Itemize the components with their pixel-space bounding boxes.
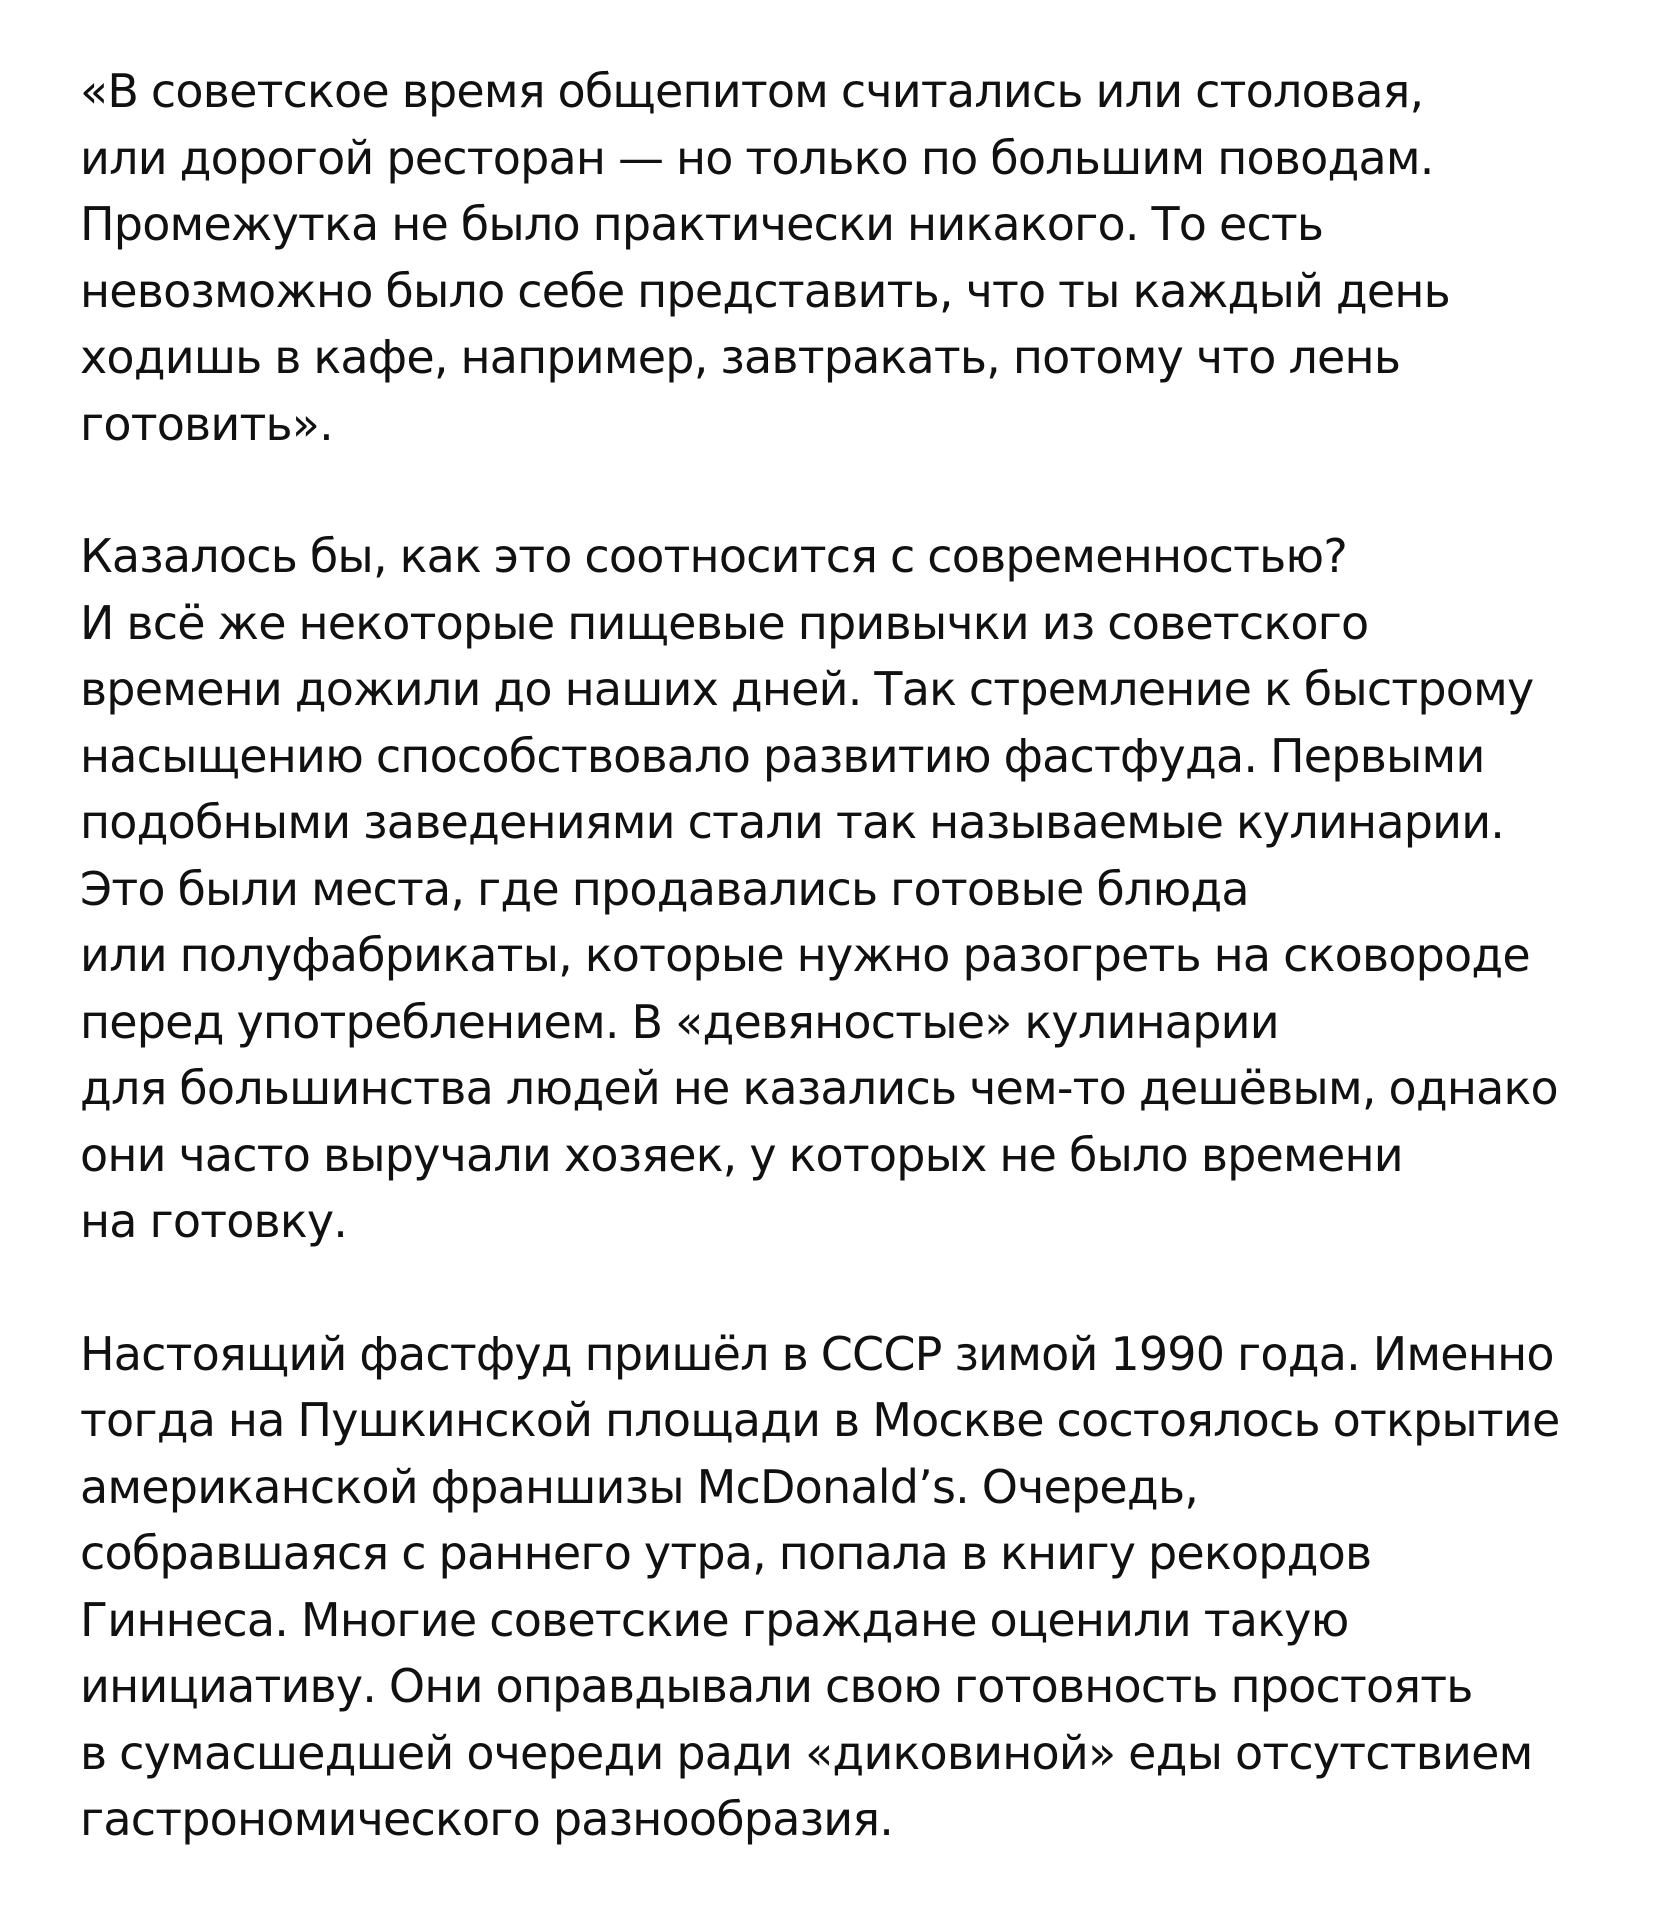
article-text <box>80 58 1680 1919</box>
text-line: в сумасшедшей очереди ради «диковиной» еды отсутствием <box>80 1725 1533 1780</box>
text-line: гастрономического разнообразия. <box>80 1792 894 1846</box>
text-line: ходишь в кафе, например, завтракать, потому что лень <box>80 330 1401 384</box>
text-line: Это были места, где продавались готовые блюда <box>80 861 1249 916</box>
paragraph-culinary-shops <box>80 523 1680 1255</box>
paragraph-quote <box>80 58 1680 457</box>
paragraph-mcdonalds <box>80 1321 1680 1853</box>
text-line: Казалось бы, как это соотносится с современностью? <box>80 529 1347 583</box>
text-line: Промежутка не было практически никакого. То есть <box>80 197 1324 251</box>
text-line: для большинства людей не казались чем-то дешёвым, однако <box>80 1061 1558 1115</box>
text-line: готовить». <box>80 396 333 451</box>
text-line: Гиннеса. Многие советские граждане оценили такую <box>80 1592 1349 1647</box>
text-line: перед употреблением. В «девяностые» кулинарии <box>80 994 1279 1049</box>
text-line: или полуфабрикаты, которые нужно разогреть на сковороде <box>80 928 1530 982</box>
text-line: инициативу. Они оправдывали свою готовность простоять <box>80 1659 1473 1713</box>
text-line: невозможно было себе представить, что ты каждый день <box>80 263 1450 318</box>
text-line: на готовку. <box>80 1194 348 1248</box>
text-line: «В советское время общепитом считались или столовая, <box>80 64 1424 118</box>
text-line: времени дожили до наших дней. Так стремление к быстрому <box>80 662 1534 716</box>
text-line: подобными заведениями стали так называемые кулинарии. <box>80 795 1505 849</box>
text-line: они часто выручали хозяек, у которых не было времени <box>80 1127 1403 1182</box>
text-line: И всё же некоторые пищевые привычки из советского <box>80 595 1369 650</box>
text-line: насыщению способствовало развитию фастфуда. Первыми <box>80 728 1485 783</box>
text-line: американской франшизы McDonald’s. Очередь, <box>80 1459 1199 1514</box>
text-line: или дорогой ресторан — но только по большим поводам. <box>80 130 1434 185</box>
text-line: тогда на Пушкинской площади в Москве состоялось открытие <box>80 1393 1560 1447</box>
text-line: собравшаяся с раннего утра, попала в книгу рекордов <box>80 1526 1372 1580</box>
text-line: Настоящий фастфуд пришёл в СССР зимой 1990 года. Именно <box>80 1326 1554 1381</box>
